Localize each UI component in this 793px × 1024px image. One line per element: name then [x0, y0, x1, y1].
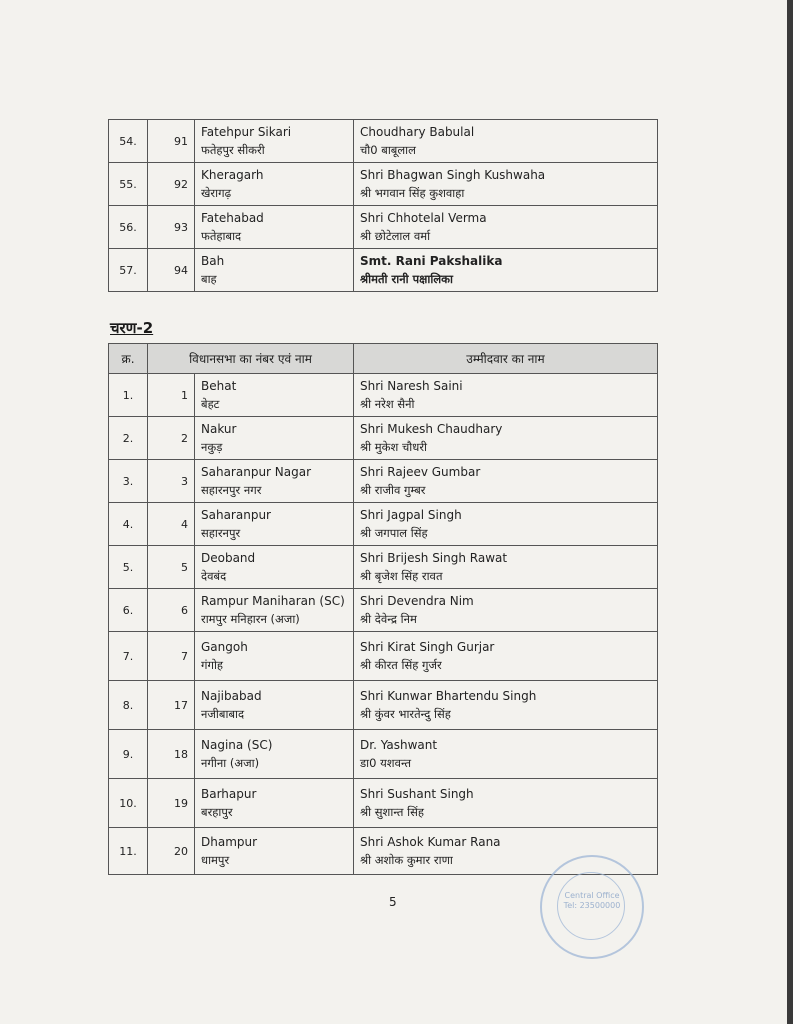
seat-name-cell	[195, 249, 354, 292]
seat-number-cell: 17	[148, 681, 195, 730]
serial-cell: 11.	[109, 828, 148, 875]
serial-cell: 9.	[109, 730, 148, 779]
candidate-cell	[354, 503, 658, 546]
candidate-name-hi: श्री कीरत सिंह गुर्जर	[360, 658, 442, 672]
table-row	[109, 163, 658, 206]
seat-name-cell	[195, 503, 354, 546]
table-body	[109, 374, 658, 875]
seat-name-en: Gangoh	[201, 640, 248, 654]
table-row	[109, 589, 658, 632]
serial-cell: 8.	[109, 681, 148, 730]
seat-name-hi: बरहापुर	[201, 805, 233, 819]
seat-name-cell	[195, 206, 354, 249]
candidate-name-en: Shri Jagpal Singh	[360, 508, 462, 522]
header-serial: क्र.	[109, 344, 148, 374]
table-row	[109, 249, 658, 292]
seat-name-cell	[195, 546, 354, 589]
serial-cell: 4.	[109, 503, 148, 546]
serial-cell: 57.	[109, 249, 148, 292]
candidate-name-en: Shri Chhotelal Verma	[360, 211, 487, 225]
serial-cell: 10.	[109, 779, 148, 828]
seat-name-en: Najibabad	[201, 689, 262, 703]
table-row	[109, 120, 658, 163]
seat-name-cell	[195, 120, 354, 163]
seat-name-cell	[195, 374, 354, 417]
seat-name-cell	[195, 779, 354, 828]
seat-name-en: Nagina (SC)	[201, 738, 273, 752]
candidate-name-hi: श्री राजीव गुम्बर	[360, 483, 426, 497]
seat-name-en: Kheragarh	[201, 168, 264, 182]
table-body	[109, 120, 658, 292]
serial-cell: 6.	[109, 589, 148, 632]
candidate-name-hi: श्री छोटेलाल वर्मा	[360, 229, 431, 243]
candidate-table-phase-2	[108, 343, 658, 875]
seat-number-cell: 2	[148, 417, 195, 460]
seat-name-en: Fatehabad	[201, 211, 264, 225]
seat-name-hi: नकुड़	[201, 440, 223, 454]
candidate-cell	[354, 589, 658, 632]
candidate-cell	[354, 120, 658, 163]
candidate-cell	[354, 206, 658, 249]
candidate-cell	[354, 546, 658, 589]
seat-name-hi: बाह	[201, 272, 217, 286]
seat-name-en: Saharanpur Nagar	[201, 465, 312, 479]
seat-number-cell: 5	[148, 546, 195, 589]
seat-number-cell: 20	[148, 828, 195, 875]
serial-cell: 7.	[109, 632, 148, 681]
seat-number-cell: 7	[148, 632, 195, 681]
seat-number-cell: 6	[148, 589, 195, 632]
seat-name-en: Saharanpur	[201, 508, 271, 522]
candidate-name-hi: श्री जगपाल सिंह	[360, 526, 428, 540]
candidate-name-en: Shri Sushant Singh	[360, 787, 474, 801]
office-stamp	[540, 855, 644, 959]
table-row	[109, 206, 658, 249]
table-row	[109, 779, 658, 828]
table-row	[109, 681, 658, 730]
seat-number-cell: 3	[148, 460, 195, 503]
candidate-cell	[354, 163, 658, 206]
candidate-name-en: Dr. Yashwant	[360, 738, 438, 752]
candidate-name-en: Shri Naresh Saini	[360, 379, 463, 393]
candidate-name-hi: डा0 यशवन्त	[360, 756, 412, 770]
seat-name-en: Rampur Maniharan (SC)	[201, 594, 345, 608]
header-seat: विधानसभा का नंबर एवं नाम	[148, 344, 354, 374]
serial-cell: 56.	[109, 206, 148, 249]
section-title: चरण-2	[110, 319, 154, 337]
candidate-name-en: Choudhary Babulal	[360, 125, 475, 139]
candidate-name-hi: श्री मुकेश चौधरी	[360, 440, 427, 454]
candidate-cell	[354, 249, 658, 292]
seat-number-cell: 94	[148, 249, 195, 292]
seat-name-hi: बेहट	[201, 397, 220, 411]
seat-name-hi: नगीना (अजा)	[201, 756, 260, 770]
table-row	[109, 730, 658, 779]
seat-name-cell	[195, 681, 354, 730]
header-candidate: उम्मीदवार का नाम	[354, 344, 658, 374]
seat-number-cell: 18	[148, 730, 195, 779]
seat-name-hi: सहारनपुर नगर	[201, 483, 262, 497]
header-row	[109, 344, 658, 374]
seat-name-cell	[195, 632, 354, 681]
serial-cell: 2.	[109, 417, 148, 460]
table-header	[109, 344, 658, 374]
seat-name-cell	[195, 828, 354, 875]
page-edge	[787, 0, 793, 1024]
candidate-name-en: Shri Kirat Singh Gurjar	[360, 640, 495, 654]
stamp-line-1: Central Office	[564, 891, 620, 900]
candidate-name-hi: श्री नरेश सैनी	[360, 397, 415, 411]
candidate-cell	[354, 681, 658, 730]
seat-name-en: Deoband	[201, 551, 256, 565]
serial-cell: 5.	[109, 546, 148, 589]
seat-name-en: Nakur	[201, 422, 237, 436]
serial-cell: 54.	[109, 120, 148, 163]
candidate-name-hi: श्री देवेन्द्र निम	[360, 612, 417, 626]
candidate-name-hi: श्री भगवान सिंह कुशवाहा	[360, 186, 465, 200]
candidate-cell	[354, 374, 658, 417]
candidate-name-hi: श्री सुशान्त सिंह	[360, 805, 424, 819]
candidate-cell	[354, 417, 658, 460]
candidate-name-en: Smt. Rani Pakshalika	[360, 254, 503, 268]
candidate-name-en: Shri Kunwar Bhartendu Singh	[360, 689, 537, 703]
table-row	[109, 546, 658, 589]
seat-name-hi: फतेहपुर सीकरी	[201, 143, 265, 157]
seat-name-hi: गंगोह	[201, 658, 224, 672]
seat-name-hi: सहारनपुर	[201, 526, 241, 540]
table-row	[109, 632, 658, 681]
candidate-name-hi: श्री अशोक कुमार राणा	[360, 853, 453, 867]
seat-name-cell	[195, 460, 354, 503]
candidate-cell	[354, 730, 658, 779]
seat-name-cell	[195, 163, 354, 206]
candidate-name-en: Shri Bhagwan Singh Kushwaha	[360, 168, 546, 182]
seat-name-en: Barhapur	[201, 787, 257, 801]
seat-name-hi: धामपुर	[201, 853, 230, 867]
candidate-name-en: Shri Mukesh Chaudhary	[360, 422, 503, 436]
table-row	[109, 503, 658, 546]
table-row	[109, 374, 658, 417]
candidate-name-hi: श्रीमती रानी पक्षालिका	[360, 272, 453, 286]
candidate-table-phase-1	[108, 119, 658, 292]
seat-name-hi: नजीबाबाद	[201, 707, 245, 721]
candidate-name-en: Shri Rajeev Gumbar	[360, 465, 481, 479]
seat-number-cell: 19	[148, 779, 195, 828]
stamp-line-2: Tel: 23500000	[563, 901, 621, 910]
seat-number-cell: 91	[148, 120, 195, 163]
table-row	[109, 417, 658, 460]
candidate-name-en: Shri Devendra Nim	[360, 594, 474, 608]
seat-number-cell: 93	[148, 206, 195, 249]
seat-name-hi: फतेहाबाद	[201, 229, 242, 243]
table-row	[109, 460, 658, 503]
seat-number-cell: 92	[148, 163, 195, 206]
seat-name-cell	[195, 589, 354, 632]
stamp-text	[542, 891, 642, 911]
serial-cell: 1.	[109, 374, 148, 417]
serial-cell: 55.	[109, 163, 148, 206]
candidate-name-en: Shri Brijesh Singh Rawat	[360, 551, 508, 565]
seat-number-cell: 4	[148, 503, 195, 546]
candidate-name-hi: श्री बृजेश सिंह रावत	[360, 569, 443, 583]
seat-name-en: Behat	[201, 379, 237, 393]
seat-name-en: Dhampur	[201, 835, 258, 849]
seat-name-hi: देवबंद	[201, 569, 227, 583]
seat-name-hi: रामपुर मनिहारन (अजा)	[201, 612, 300, 626]
candidate-cell	[354, 632, 658, 681]
candidate-cell	[354, 779, 658, 828]
candidate-cell	[354, 460, 658, 503]
seat-name-en: Fatehpur Sikari	[201, 125, 292, 139]
candidate-name-hi: चौ0 बाबूलाल	[360, 143, 416, 157]
page-number: 5	[389, 895, 397, 909]
seat-name-en: Bah	[201, 254, 225, 268]
seat-name-hi: खेरागढ़	[201, 186, 232, 200]
candidate-name-hi: श्री कुंवर भारतेन्दु सिंह	[360, 707, 451, 721]
seat-number-cell: 1	[148, 374, 195, 417]
candidate-name-en: Shri Ashok Kumar Rana	[360, 835, 501, 849]
seat-name-cell	[195, 730, 354, 779]
serial-cell: 3.	[109, 460, 148, 503]
seat-name-cell	[195, 417, 354, 460]
